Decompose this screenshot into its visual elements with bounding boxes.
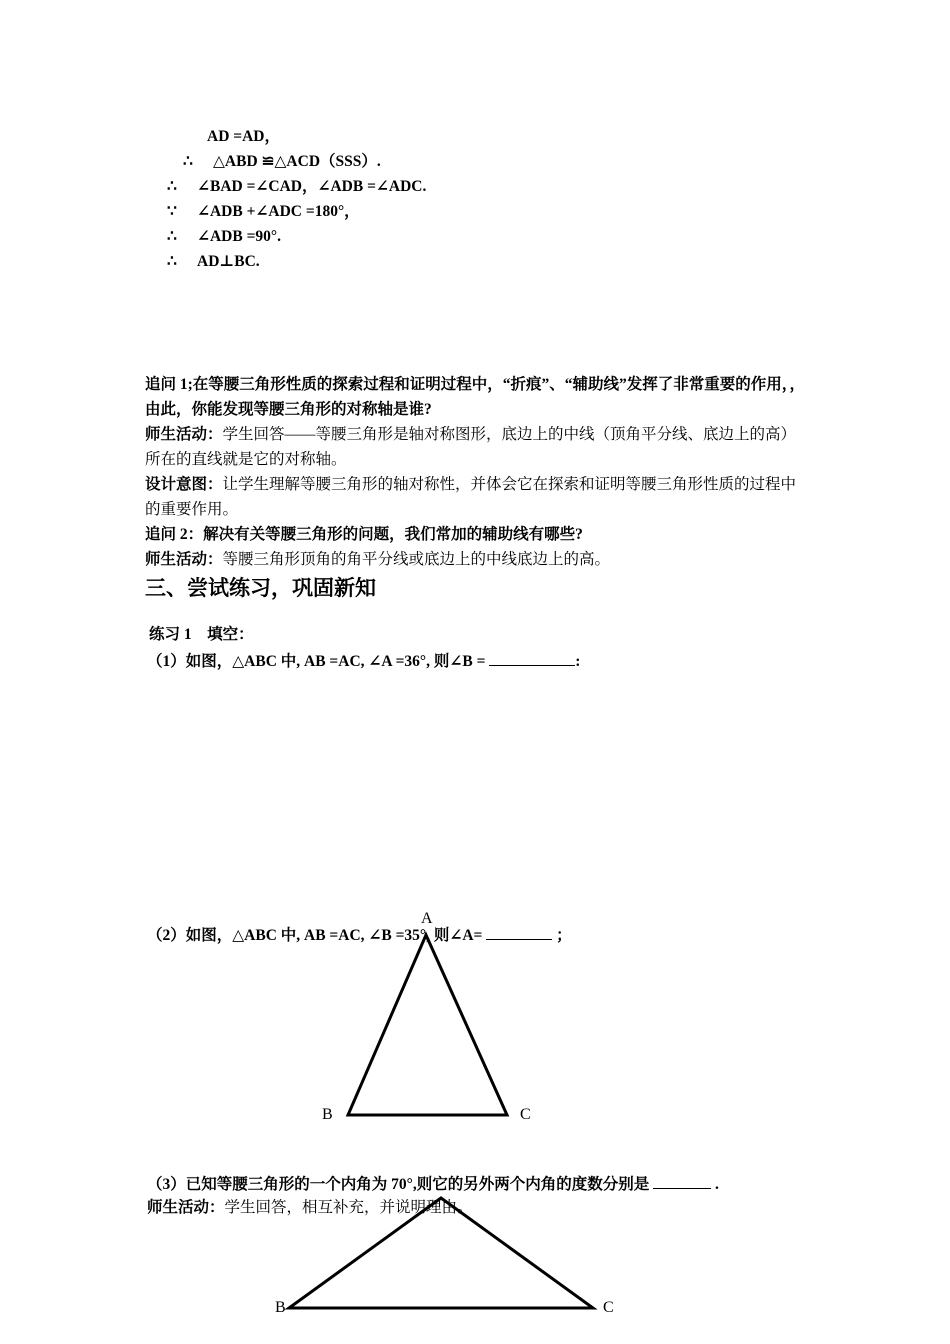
question-3 [147, 1173, 719, 1195]
therefore-symbol: ∴ [167, 253, 177, 270]
design-intent-text: 让学生理解等腰三角形的轴对称性，并体会它在探索和证明等腰三角形性质的过程中的重要作用。 [145, 476, 797, 518]
answer-blank-3[interactable] [653, 1173, 711, 1189]
therefore-symbol: ∴ [183, 153, 193, 170]
question-3-text: （3）已知等腰三角形的一个内角为 70°,则它的另外两个内角的度数分别是 [147, 1176, 650, 1193]
followup1-text: 在等腰三角形性质的探索过程和证明过程中，“折痕”、“辅助线”发挥了非常重要的作用，，由此，你能发现等腰三角形的对称轴是谁? [145, 376, 806, 418]
activity2-label: 师生活动： [145, 551, 223, 568]
proof-text: ∠ADB +∠ADC =180°， [197, 203, 360, 220]
followup1-label: 追问 1; [145, 376, 193, 393]
followup2-text: 解决有关等腰三角形的问题，我们常加的辅助线有哪些? [203, 526, 583, 543]
proof-text: AD =AD， [207, 128, 280, 145]
followup2-label: 追问 2： [145, 526, 204, 543]
vertex-label-a: A [421, 910, 433, 927]
proof-text: △ABD ≌△ACD（SSS）. [213, 153, 381, 170]
teacher-student-activity-3 [147, 1198, 473, 1218]
question-2-text: （2）如图，△ABC 中, AB =AC, ∠B =35°, 则∠A= [147, 927, 483, 944]
activity2-text: 等腰三角形顶角的角平分线或底边上的中线底边上的高。 [222, 551, 611, 568]
proof-text: ∠ADB =90°. [197, 228, 281, 245]
section-heading: 三、尝试练习，巩固新知 [145, 576, 376, 600]
activity3-label: 师生活动： [147, 1199, 225, 1216]
question-2-end: ； [556, 927, 572, 944]
activity3-text: 学生回答，相互补充，并说明理由。 [224, 1199, 473, 1216]
activity1-text: 学生回答——等腰三角形是轴对称图形，底边上的中线（顶角平分线、底边上的高）所在的直线就是它的对称轴。 [145, 426, 797, 468]
therefore-symbol: ∴ [167, 178, 177, 195]
therefore-symbol: ∴ [167, 228, 177, 245]
triangle-figure-1 [348, 935, 507, 1115]
proof-text: ∠BAD =∠CAD，∠ADB =∠ADC. [197, 178, 427, 195]
vertex-label-b-2: B [275, 1299, 286, 1316]
because-symbol: ∵ [167, 203, 177, 220]
question-1-text: （1）如图，△ABC 中, AB =AC, ∠A =36°, 则∠B = [147, 653, 486, 670]
exercise-title: 练习 1 填空： [149, 626, 254, 643]
vertex-label-c-2: C [603, 1299, 614, 1316]
question-3-end: . [714, 1176, 719, 1193]
question-1-end: : [575, 653, 581, 670]
activity1-label: 师生活动： [145, 426, 223, 443]
vertex-label-b: B [322, 1106, 333, 1123]
design-intent-label: 设计意图： [145, 476, 223, 493]
proof-text: AD⊥BC. [197, 253, 260, 270]
vertex-label-c: C [520, 1106, 531, 1123]
